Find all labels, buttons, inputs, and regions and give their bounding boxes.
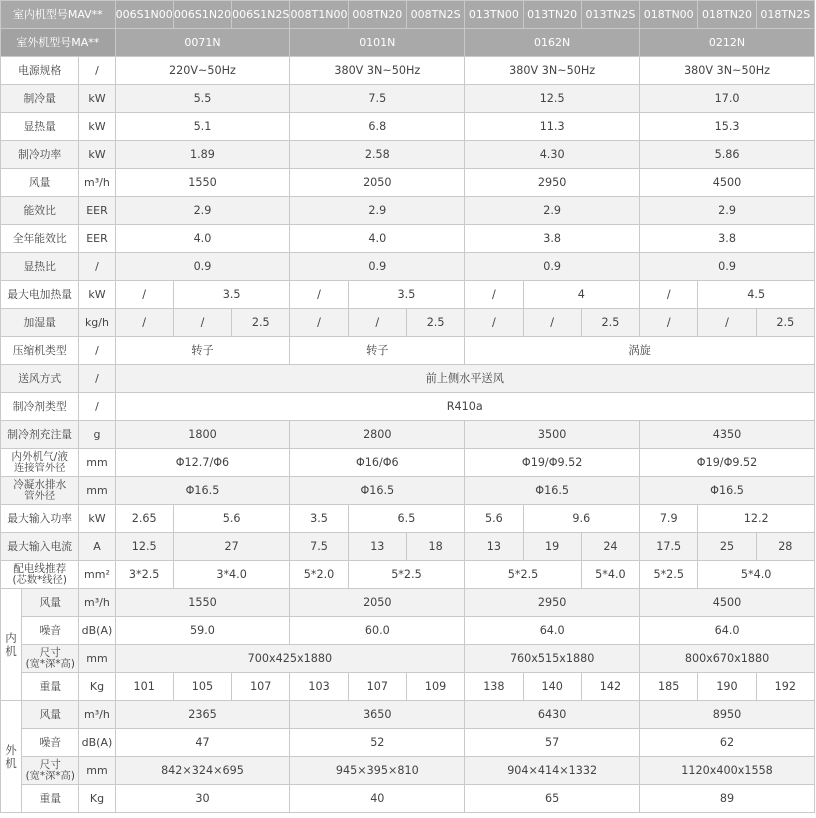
group-label: 内 机 <box>1 589 22 701</box>
spec-value: 65 <box>465 785 640 813</box>
spec-value: 700x425x1880 <box>115 645 465 673</box>
spec-value: 40 <box>290 785 465 813</box>
spec-unit: m³/h <box>79 701 115 729</box>
spec-unit: m³/h <box>79 169 115 197</box>
spec-value: 2.9 <box>115 197 290 225</box>
spec-value: 60.0 <box>290 617 465 645</box>
spec-value: 1120x400x1558 <box>640 757 815 785</box>
spec-row <box>1 365 815 393</box>
spec-value: 7.9 <box>640 505 698 533</box>
spec-label: 最大电加热量 <box>1 281 79 309</box>
spec-value: / <box>465 309 523 337</box>
group-label: 外 机 <box>1 701 22 813</box>
spec-value: 8950 <box>640 701 815 729</box>
spec-label: 内外机气/液 连接管外径 <box>1 449 79 477</box>
spec-value: 5.6 <box>465 505 523 533</box>
spec-unit: mm <box>79 449 115 477</box>
spec-value: 24 <box>581 533 639 561</box>
indoor-model-cell: 018TN20 <box>698 1 756 29</box>
spec-row <box>1 421 815 449</box>
spec-value: 380V 3N~50Hz <box>290 57 465 85</box>
spec-value: / <box>290 281 348 309</box>
spec-label: 风量 <box>22 701 79 729</box>
indoor-model-label: 室内机型号MAV** <box>1 1 116 29</box>
spec-value: / <box>640 309 698 337</box>
spec-row <box>1 337 815 365</box>
outdoor-model-cell: 0071N <box>115 29 290 57</box>
spec-value: Φ16.5 <box>115 477 290 505</box>
spec-row <box>1 533 815 561</box>
spec-value: 64.0 <box>640 617 815 645</box>
spec-value: 转子 <box>290 337 465 365</box>
spec-value: 5*2.0 <box>290 561 348 589</box>
spec-unit: mm² <box>79 561 115 589</box>
spec-label: 加湿量 <box>1 309 79 337</box>
spec-row <box>1 785 815 813</box>
spec-value: 11.3 <box>465 113 640 141</box>
spec-value: 18 <box>406 533 464 561</box>
spec-value: 9.6 <box>523 505 640 533</box>
indoor-model-cell: 013TN00 <box>465 1 523 29</box>
spec-label: 重量 <box>22 785 79 813</box>
outdoor-model-cell: 0212N <box>640 29 815 57</box>
spec-row <box>1 85 815 113</box>
spec-value: / <box>523 309 581 337</box>
outdoor-model-header-row <box>1 29 815 57</box>
indoor-model-cell: 013TN2S <box>581 1 639 29</box>
spec-row <box>1 393 815 421</box>
spec-value: 2.9 <box>640 197 815 225</box>
spec-value: 转子 <box>115 337 290 365</box>
spec-unit: mm <box>79 477 115 505</box>
spec-value: Φ16.5 <box>640 477 815 505</box>
spec-value: / <box>115 309 173 337</box>
spec-label: 噪音 <box>22 729 79 757</box>
spec-value: 0.9 <box>290 253 465 281</box>
spec-unit: / <box>79 253 115 281</box>
spec-value: R410a <box>115 393 814 421</box>
spec-unit: / <box>79 365 115 393</box>
spec-value: 2.5 <box>581 309 639 337</box>
spec-label: 制冷量 <box>1 85 79 113</box>
spec-value: 380V 3N~50Hz <box>640 57 815 85</box>
spec-value: 5.6 <box>173 505 290 533</box>
spec-value: 0.9 <box>465 253 640 281</box>
outdoor-model-cell: 0101N <box>290 29 465 57</box>
spec-value: 7.5 <box>290 533 348 561</box>
spec-value: 13 <box>348 533 406 561</box>
spec-value: 6430 <box>465 701 640 729</box>
spec-value: 3*4.0 <box>173 561 290 589</box>
spec-label: 制冷功率 <box>1 141 79 169</box>
spec-unit: kW <box>79 505 115 533</box>
spec-label: 送风方式 <box>1 365 79 393</box>
spec-value: 4.30 <box>465 141 640 169</box>
spec-value: / <box>640 281 698 309</box>
spec-value: 101 <box>115 673 173 701</box>
spec-value: 5*2.5 <box>640 561 698 589</box>
spec-unit: kW <box>79 113 115 141</box>
spec-value: / <box>173 309 231 337</box>
indoor-model-header-row <box>1 1 815 29</box>
spec-value: 2.65 <box>115 505 173 533</box>
spec-row <box>1 281 815 309</box>
spec-value: 64.0 <box>465 617 640 645</box>
spec-value: 17.5 <box>640 533 698 561</box>
spec-value: 4 <box>523 281 640 309</box>
spec-value: 800x670x1880 <box>640 645 815 673</box>
spec-value: 4.0 <box>290 225 465 253</box>
spec-row <box>1 477 815 505</box>
spec-row <box>1 169 815 197</box>
spec-row <box>1 673 815 701</box>
spec-value: 185 <box>640 673 698 701</box>
spec-value: 0.9 <box>640 253 815 281</box>
spec-value: 52 <box>290 729 465 757</box>
spec-value: 12.5 <box>465 85 640 113</box>
spec-value: 220V~50Hz <box>115 57 290 85</box>
spec-unit: g <box>79 421 115 449</box>
spec-value: 4350 <box>640 421 815 449</box>
spec-value: 59.0 <box>115 617 290 645</box>
spec-unit: kg/h <box>79 309 115 337</box>
spec-value: 6.5 <box>348 505 465 533</box>
spec-value: 2.9 <box>290 197 465 225</box>
indoor-model-cell: 013TN20 <box>523 1 581 29</box>
spec-value: 47 <box>115 729 290 757</box>
spec-value: 3.5 <box>290 505 348 533</box>
spec-value: 3.5 <box>173 281 290 309</box>
spec-unit: kW <box>79 281 115 309</box>
spec-value: 27 <box>173 533 290 561</box>
spec-value: 2050 <box>290 589 465 617</box>
spec-value: 107 <box>232 673 290 701</box>
spec-value: 3*2.5 <box>115 561 173 589</box>
spec-value: 30 <box>115 785 290 813</box>
spec-row <box>1 141 815 169</box>
spec-value: 138 <box>465 673 523 701</box>
spec-label: 显热量 <box>1 113 79 141</box>
spec-row <box>1 449 815 477</box>
spec-value: 192 <box>756 673 814 701</box>
outdoor-model-label: 室外机型号MA** <box>1 29 116 57</box>
spec-value: 5*2.5 <box>465 561 582 589</box>
spec-value: / <box>115 281 173 309</box>
spec-label: 重量 <box>22 673 79 701</box>
spec-label: 电源规格 <box>1 57 79 85</box>
spec-value: 2.9 <box>465 197 640 225</box>
spec-value: 2.5 <box>406 309 464 337</box>
spec-value: 945×395×810 <box>290 757 465 785</box>
spec-row <box>1 253 815 281</box>
spec-label: 能效比 <box>1 197 79 225</box>
spec-unit: / <box>79 337 115 365</box>
spec-value: 12.2 <box>698 505 815 533</box>
spec-value: 5*2.5 <box>348 561 465 589</box>
spec-value: 190 <box>698 673 756 701</box>
spec-value: Φ19/Φ9.52 <box>465 449 640 477</box>
spec-unit: EER <box>79 197 115 225</box>
spec-value: 13 <box>465 533 523 561</box>
spec-value: 2365 <box>115 701 290 729</box>
spec-value: 2.58 <box>290 141 465 169</box>
spec-value: 105 <box>173 673 231 701</box>
spec-row <box>1 197 815 225</box>
spec-value: 4.0 <box>115 225 290 253</box>
spec-value: 57 <box>465 729 640 757</box>
spec-row <box>1 645 815 673</box>
spec-unit: Kg <box>79 673 115 701</box>
spec-row <box>1 617 815 645</box>
spec-label: 尺寸 (宽*深*高) <box>22 645 79 673</box>
spec-value: Φ16.5 <box>465 477 640 505</box>
indoor-model-cell: 018TN00 <box>640 1 698 29</box>
spec-label: 最大输入电流 <box>1 533 79 561</box>
spec-row <box>1 757 815 785</box>
spec-row <box>1 729 815 757</box>
spec-value: 3650 <box>290 701 465 729</box>
spec-label: 压缩机类型 <box>1 337 79 365</box>
spec-value: 103 <box>290 673 348 701</box>
spec-value: 842×324×695 <box>115 757 290 785</box>
spec-value: 4.5 <box>698 281 815 309</box>
spec-row <box>1 561 815 589</box>
spec-value: 2.5 <box>232 309 290 337</box>
spec-value: 3.8 <box>465 225 640 253</box>
spec-unit: mm <box>79 645 115 673</box>
spec-value: 1550 <box>115 169 290 197</box>
spec-row <box>1 113 815 141</box>
spec-label: 冷凝水排水 管外径 <box>1 477 79 505</box>
spec-row <box>1 589 815 617</box>
indoor-model-cell: 006S1N20 <box>173 1 231 29</box>
spec-value: 760x515x1880 <box>465 645 640 673</box>
spec-value: 涡旋 <box>465 337 815 365</box>
spec-value: 28 <box>756 533 814 561</box>
spec-value: 62 <box>640 729 815 757</box>
indoor-model-cell: 006S1N00 <box>115 1 173 29</box>
spec-value: 2950 <box>465 589 640 617</box>
spec-row <box>1 701 815 729</box>
indoor-model-cell: 018TN2S <box>756 1 814 29</box>
spec-value: 1800 <box>115 421 290 449</box>
spec-unit: EER <box>79 225 115 253</box>
spec-value: 380V 3N~50Hz <box>465 57 640 85</box>
spec-value: 1.89 <box>115 141 290 169</box>
spec-label: 制冷剂类型 <box>1 393 79 421</box>
spec-value: 2800 <box>290 421 465 449</box>
spec-unit: Kg <box>79 785 115 813</box>
spec-unit: m³/h <box>79 589 115 617</box>
spec-value: 6.8 <box>290 113 465 141</box>
spec-label: 显热比 <box>1 253 79 281</box>
spec-value: 17.0 <box>640 85 815 113</box>
spec-value: 5.1 <box>115 113 290 141</box>
spec-value: 7.5 <box>290 85 465 113</box>
spec-value: 2.5 <box>756 309 814 337</box>
spec-value: 25 <box>698 533 756 561</box>
spec-label: 配电线推荐 (芯数*线径) <box>1 561 79 589</box>
spec-value: 109 <box>406 673 464 701</box>
spec-value: Φ16.5 <box>290 477 465 505</box>
spec-value: / <box>465 281 523 309</box>
spec-value: 0.9 <box>115 253 290 281</box>
spec-value: Φ19/Φ9.52 <box>640 449 815 477</box>
spec-value: 5*4.0 <box>581 561 639 589</box>
spec-value: 4500 <box>640 589 815 617</box>
spec-value: / <box>290 309 348 337</box>
spec-row <box>1 505 815 533</box>
spec-value: 15.3 <box>640 113 815 141</box>
indoor-model-cell: 008T1N00 <box>290 1 348 29</box>
spec-value: 1550 <box>115 589 290 617</box>
spec-label: 制冷剂充注量 <box>1 421 79 449</box>
spec-value: 3500 <box>465 421 640 449</box>
indoor-model-cell: 008TN20 <box>348 1 406 29</box>
spec-label: 全年能效比 <box>1 225 79 253</box>
indoor-model-cell: 006S1N2S <box>232 1 290 29</box>
spec-value: 140 <box>523 673 581 701</box>
spec-value: 2950 <box>465 169 640 197</box>
spec-value: 19 <box>523 533 581 561</box>
spec-label: 风量 <box>1 169 79 197</box>
spec-unit: kW <box>79 85 115 113</box>
spec-value: 3.5 <box>348 281 465 309</box>
spec-unit: dB(A) <box>79 617 115 645</box>
spec-value: 5.86 <box>640 141 815 169</box>
spec-unit: kW <box>79 141 115 169</box>
spec-unit: / <box>79 57 115 85</box>
spec-unit: / <box>79 393 115 421</box>
spec-value: 142 <box>581 673 639 701</box>
spec-row <box>1 57 815 85</box>
spec-value: 904×414×1332 <box>465 757 640 785</box>
indoor-model-cell: 008TN2S <box>406 1 464 29</box>
spec-value: 5.5 <box>115 85 290 113</box>
spec-unit: mm <box>79 757 115 785</box>
spec-label: 风量 <box>22 589 79 617</box>
spec-row <box>1 225 815 253</box>
spec-value: 12.5 <box>115 533 173 561</box>
spec-label: 尺寸 (宽*深*高) <box>22 757 79 785</box>
spec-value: Φ16/Φ6 <box>290 449 465 477</box>
spec-value: / <box>348 309 406 337</box>
spec-label: 最大输入功率 <box>1 505 79 533</box>
spec-unit: A <box>79 533 115 561</box>
spec-value: Φ12.7/Φ6 <box>115 449 290 477</box>
spec-value: 3.8 <box>640 225 815 253</box>
spec-value: 89 <box>640 785 815 813</box>
spec-value: 前上侧水平送风 <box>115 365 814 393</box>
spec-value: 2050 <box>290 169 465 197</box>
spec-value: / <box>698 309 756 337</box>
outdoor-model-cell: 0162N <box>465 29 640 57</box>
spec-row <box>1 309 815 337</box>
spec-value: 5*4.0 <box>698 561 815 589</box>
spec-label: 噪音 <box>22 617 79 645</box>
spec-value: 107 <box>348 673 406 701</box>
spec-unit: dB(A) <box>79 729 115 757</box>
spec-value: 4500 <box>640 169 815 197</box>
